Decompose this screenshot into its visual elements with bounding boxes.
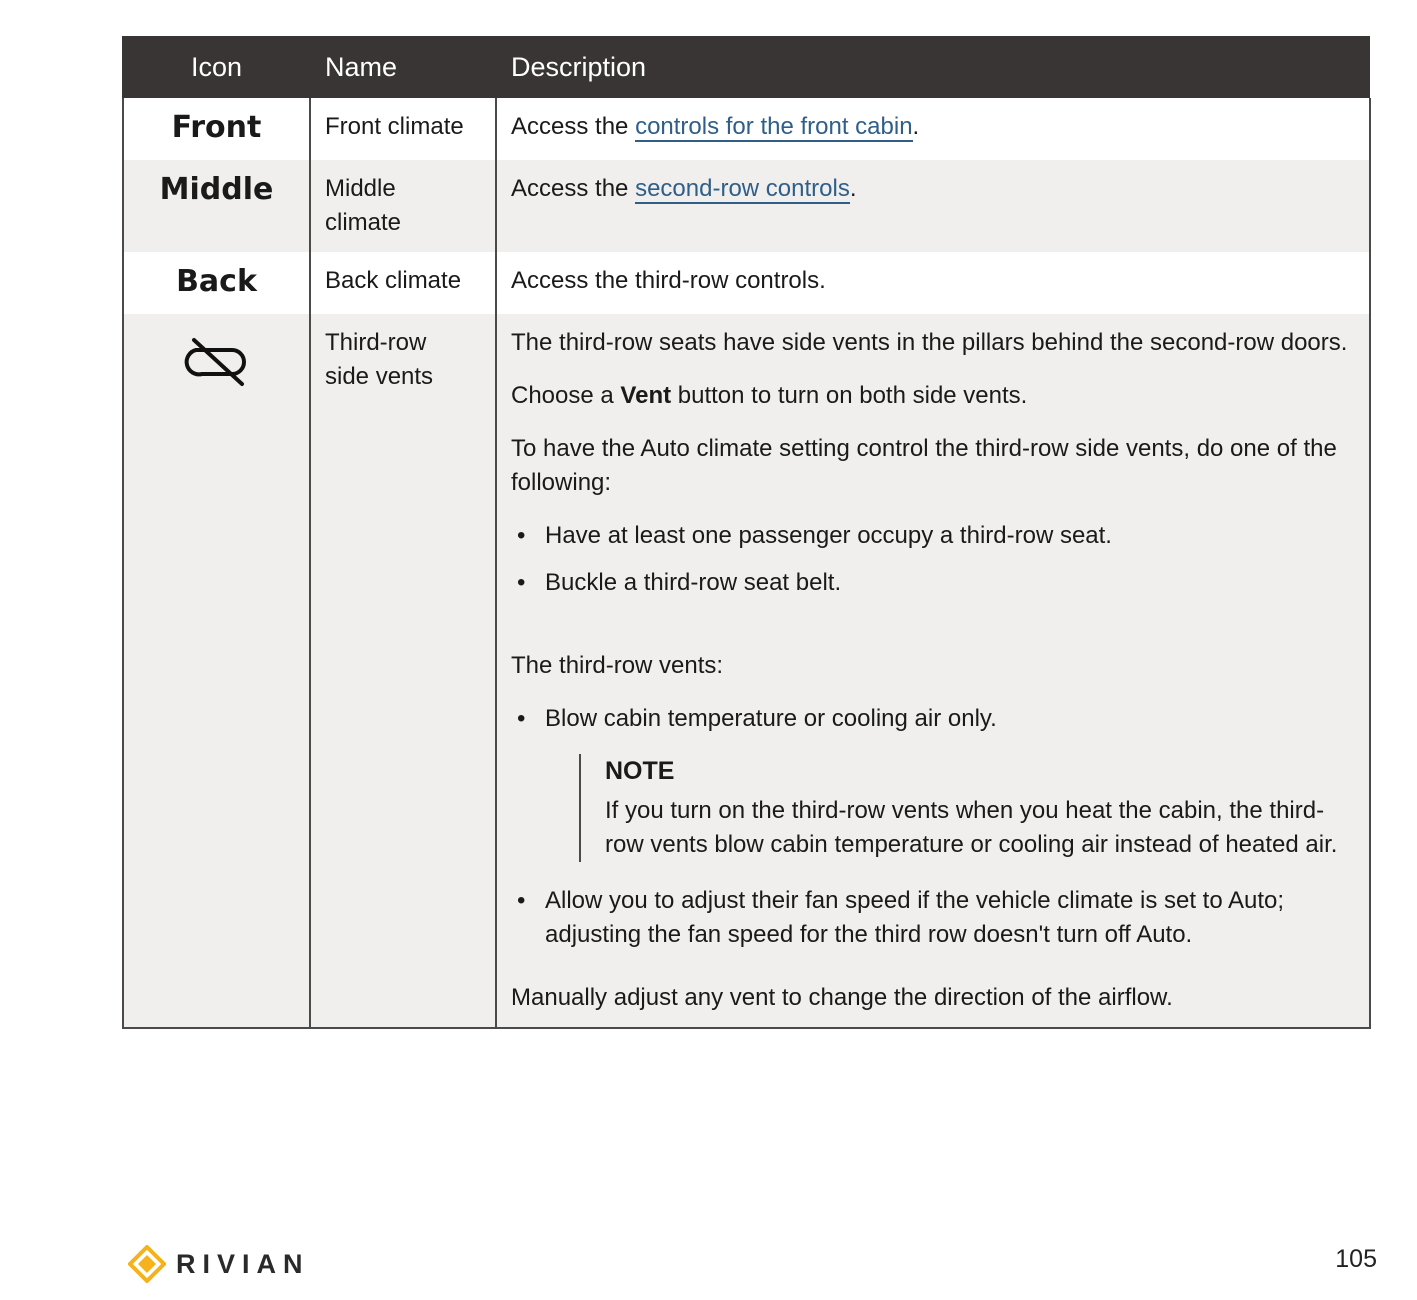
icon-cell (123, 160, 310, 252)
description-text: Access the (511, 113, 636, 140)
list-item (545, 702, 1355, 862)
header-name: Name (310, 36, 496, 98)
description-cell (496, 160, 1370, 252)
description-text: . (912, 113, 920, 140)
name-cell: Third-row side vents (310, 314, 496, 1028)
list-item: • Allow you to adjust their fan speed if the vehicle climate is set to Auto; adjusting the fan speed for the third row doesn't turn off Auto. (545, 884, 1355, 952)
text: button to turn on both side vents. (671, 382, 1028, 409)
description-text: . (849, 175, 857, 202)
list-item: • Have at least one passenger occupy a third-row seat. (545, 519, 1355, 553)
vents-paragraph: The third-row vents: (511, 652, 724, 679)
rivian-logo (128, 1245, 310, 1283)
icon-cell (123, 98, 310, 160)
list-item: • Buckle a third-row seat belt. (545, 566, 1355, 600)
middle-climate-icon: Middle (159, 172, 274, 207)
back-climate-icon: Back (176, 264, 257, 299)
icon-cell (123, 252, 310, 314)
vent-button-name: Vent (620, 382, 672, 409)
description-cell (496, 314, 1370, 1028)
table-header-row (123, 36, 1370, 98)
table-row (123, 160, 1370, 252)
climate-controls-table (122, 36, 1371, 1029)
note-title: NOTE (605, 757, 675, 785)
vent-off-icon (182, 336, 252, 388)
vents-paragraph: The third-row seats have side vents in the pillars behind the second-row doors. (511, 329, 1348, 356)
table-row (123, 98, 1370, 160)
list-item-text: Blow cabin temperature or cooling air only. (545, 705, 997, 732)
header-description: Description (496, 36, 1370, 98)
auto-conditions-list (511, 519, 1355, 600)
icon-cell (123, 314, 310, 1028)
header-icon: Icon (123, 36, 310, 98)
name-cell: Front climate (310, 98, 496, 160)
front-cabin-controls-link[interactable]: controls for the front cabin (635, 113, 913, 140)
description-cell (496, 98, 1370, 160)
vents-paragraph: Manually adjust any vent to change the direction of the airflow. (511, 984, 1173, 1011)
second-row-controls-link[interactable]: second-row controls (635, 175, 850, 202)
brand-name: RIVIAN (176, 1248, 310, 1279)
note-box (579, 754, 1355, 862)
vents-paragraph (511, 379, 1355, 413)
name-cell: Middle climate (310, 160, 496, 252)
rivian-compass-icon (128, 1245, 166, 1283)
name-cell: Back climate (310, 252, 496, 314)
description-cell: Access the third-row controls. (496, 252, 1370, 314)
front-climate-icon: Front (171, 110, 262, 145)
page-number: 105 (1335, 1245, 1377, 1273)
table-row (123, 252, 1370, 314)
vents-paragraph: To have the Auto climate setting control the third-row side vents, do one of the following: (511, 435, 1337, 496)
note-text: If you turn on the third-row vents when you heat the cabin, the third-row vents blow cabin temperature or cooling air instead of heated air. (605, 797, 1338, 858)
table-row (123, 314, 1370, 1028)
text: Choose a (511, 382, 621, 409)
description-text: Access the (511, 175, 636, 202)
vents-behavior-list (511, 702, 1355, 952)
